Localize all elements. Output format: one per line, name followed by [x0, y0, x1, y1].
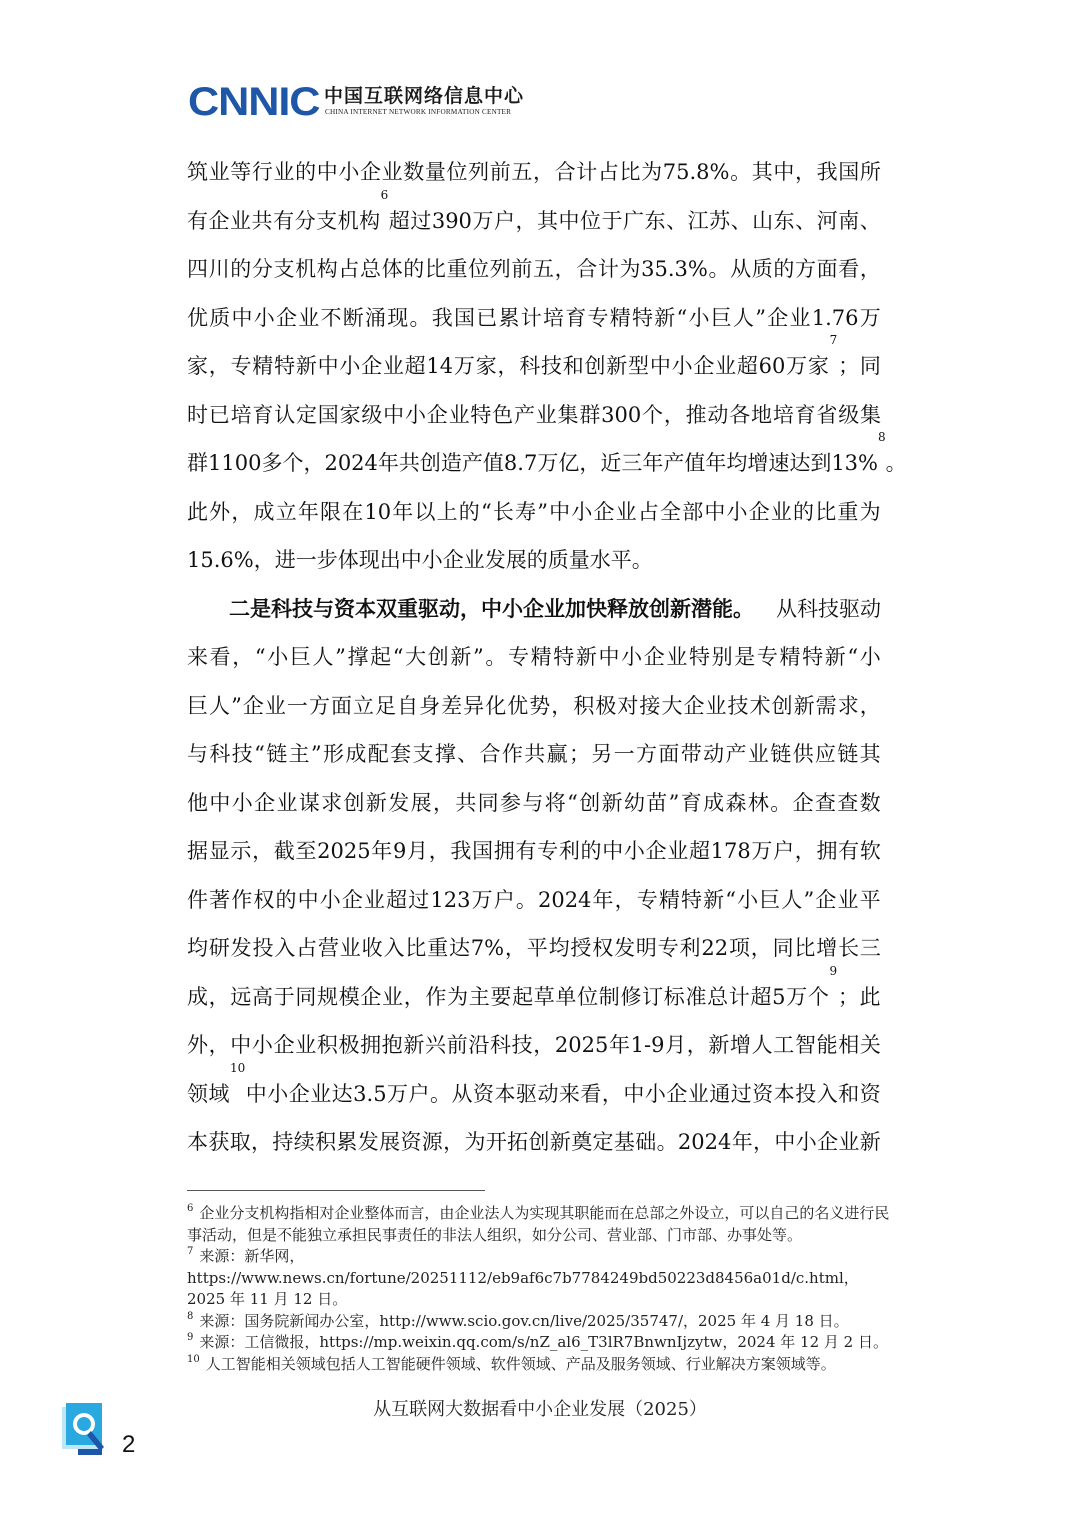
footer-title: 从互联网大数据看中小企业发展（2025）: [373, 1399, 707, 1420]
para2-line: 巨 人 ” 企 业 一 方 面 立 足 自 身 差 异 化 优 势 ， 积 极 对 接 大 企 业 技 术 创 新 需 求 ，: [187, 693, 881, 718]
footnote-item: [187, 1332, 893, 1354]
para2-line: 本 获 取 ， 持 续 积 累 发 展 资 源 ， 为 开 拓 创 新 奠 定 基 础 。 2024 年 ， 中 小 企 业 新: [187, 1130, 881, 1154]
footnote-text: 人工智能相关领域包括人工智能硬件领域、软件领域、产品及服务领域、行业解决方案领域等。: [205, 1354, 836, 1373]
footnote-item: [187, 1311, 893, 1333]
paragraph-2: [187, 633, 881, 1167]
footnotes: [187, 1203, 893, 1375]
para1-line: 家 ， 专 精 特 新 中 小 企 业 超 14 万 家 ， 科 技 和 创 新 型 中 小 企 业 超 60 万 家 $^7$ ； 同: [187, 342, 881, 391]
footnote-text: 企业分支机构指相对企业整体而言，由企业法人为实现其职能而在总部之外设立，可以自己的名义进行民事活动，但是不能独立承担民事责任的非法人组织，如分公司、营业部、门市部、办事处等。: [187, 1204, 890, 1244]
footnote-text: 来源：新华网，https://www.news.cn/fortune/20251112/eb9af6c7b7784249bd50223d8456a01d/c.html，2025 年 11 月 12 日。: [187, 1247, 859, 1308]
para2-line: 他 中 小 企 业 谋 求 创 新 发 展 ， 共 同 参 与 将 “ 创 新 幼 苗 ” 育 成 森 林 。 企 查 查 数: [187, 790, 881, 815]
footnote-number: 10: [187, 1353, 200, 1365]
footnote-number: 7: [187, 1246, 194, 1257]
para2-line: 据 显 示 ， 截 至 2025 年 9 月 ， 我 国 拥 有 专 利 的 中 小 企 业 超 178 万 户 ， 拥 有 软: [187, 839, 881, 863]
para2-line: 来 看 ， “ 小 巨 人 ” 撑 起 “ 大 创 新 ” 。 专 精 特 新 中 小 企 业 特 别 是 专 精 特 新 “ 小: [187, 645, 881, 669]
footnote-ref: 8: [878, 430, 886, 444]
para2-line: 均 研 发 投 入 占 营 业 收 入 比 重 达 7% ， 平 均 授 权 发 明 专 利 22 项 ， 同 比 增 长 三: [187, 936, 881, 960]
footnote-item: [187, 1246, 893, 1311]
org-name-cn: 中国互联网络信息中心: [324, 85, 525, 107]
para1-line: 有 企 业 共 有 分 支 机 构 $^6$ 超 过 390 万 户 ， 其 中 位 于 广 东 、 江 苏 、 山 东 、 河 南 、: [187, 197, 881, 246]
para1-line: 15.6% ， 进 一 步 体 现 出 中 小 企 业 发 展 的 质 量 水 平 。: [187, 548, 653, 572]
footnote-divider: [187, 1190, 485, 1191]
report-header: [188, 80, 548, 124]
para2-line: 与 科 技 “ 链 主 ” 形 成 配 套 支 撑 、 合 作 共 赢 ； 另 一 方 面 带 动 产 业 链 供 应 链 其: [187, 742, 881, 766]
page-number: 2: [122, 1431, 136, 1458]
footnote-ref: 6: [380, 187, 389, 202]
para1-line: 四 川 的 分 支 机 构 占 总 体 的 比 重 位 列 前 五 ， 合 计 为 35.3% 。 从 质 的 方 面 看 ，: [187, 257, 881, 281]
para2-line: 件 著 作 权 的 中 小 企 业 超 过 123 万 户 。 2024 年 ， 专 精 特 新 “ 小 巨 人 ” 企 业 平: [187, 887, 881, 912]
para1-line: 时 已 培 育 认 定 国 家 级 中 小 企 业 特 色 产 业 集 群 300 个 ， 推 动 各 地 培 育 省 级 集: [187, 402, 881, 427]
paragraph-1: [187, 148, 907, 585]
footnote-text: 来源：工信微报，https://mp.weixin.qq.com/s/nZ_al6_T3lR7BnwnIjzytw，2024 年 12 月 2 日。: [199, 1333, 888, 1351]
footnote-ref: 7: [829, 333, 838, 347]
para2-first-rest: 从科技驱动: [776, 596, 881, 621]
para2-heading: 二是科技与资本双重驱动，中小企业加快释放创新潜能。: [229, 595, 754, 621]
footnote-text: 来源：国务院新闻办公室，http://www.scio.gov.cn/live/2025/35747/，2025 年 4 月 18 日。: [199, 1311, 849, 1330]
footnote-number: 9: [187, 1332, 194, 1343]
para2-line: 外 ， 中 小 企 业 积 极 拥 抱 新 兴 前 沿 科 技 ， 2025 年 1-9 月 ， 新 增 人 工 智 能 相 关: [187, 1033, 881, 1057]
para2-line: 领 域 $^{10}$ 中 小 企 业 达 3.5 万 户 。 从 资 本 驱 动 来 看 ， 中 小 企 业 通 过 资 本 投 入 和 资: [187, 1070, 881, 1119]
para1-line: 群 1100 多 个 ， 2024 年 共 创 造 产 值 8.7 万 亿 ， 近 三 年 产 值 年 均 增 速 达 到 13% $^8$ 。: [187, 439, 881, 488]
footnote-item: [187, 1203, 893, 1246]
para1-line: 优 质 中 小 企 业 不 断 涌 现 。 我 国 已 累 计 培 育 专 精 特 新 “ 小 巨 人 ” 企 业 1.76 万: [187, 305, 881, 330]
body-text: [187, 148, 907, 1167]
footnote-ref: 10: [229, 1060, 246, 1075]
footnote-number: 6: [187, 1203, 194, 1214]
para1-line: 筑 业 等 行 业 的 中 小 企 业 数 量 位 列 前 五 ， 合 计 占 比 为 75.8% 。 其 中 ， 我 国 所: [187, 160, 881, 184]
para1-line: 此 外 ， 成 立 年 限 在 10 年 以 上 的 “ 长 寿 ” 中 小 企 业 占 全 部 中 小 企 业 的 比 重 为: [187, 499, 881, 524]
report-magnifier-icon: [60, 1403, 110, 1457]
paragraph-2-first-line: [187, 585, 881, 634]
footnote-item: [187, 1354, 893, 1376]
para2-line: 成 ， 远 高 于 同 规 模 企 业 ， 作 为 主 要 起 草 单 位 制 修 订 标 准 总 计 超 5 万 个 $^9$ ； 此: [187, 973, 881, 1022]
org-name-en: CHINA INTERNET NETWORK INFORMATION CENTER: [325, 108, 512, 116]
footnote-ref: 9: [829, 963, 838, 978]
cnnic-logo: CNNIC: [188, 80, 320, 124]
footnote-number: 8: [187, 1310, 194, 1322]
